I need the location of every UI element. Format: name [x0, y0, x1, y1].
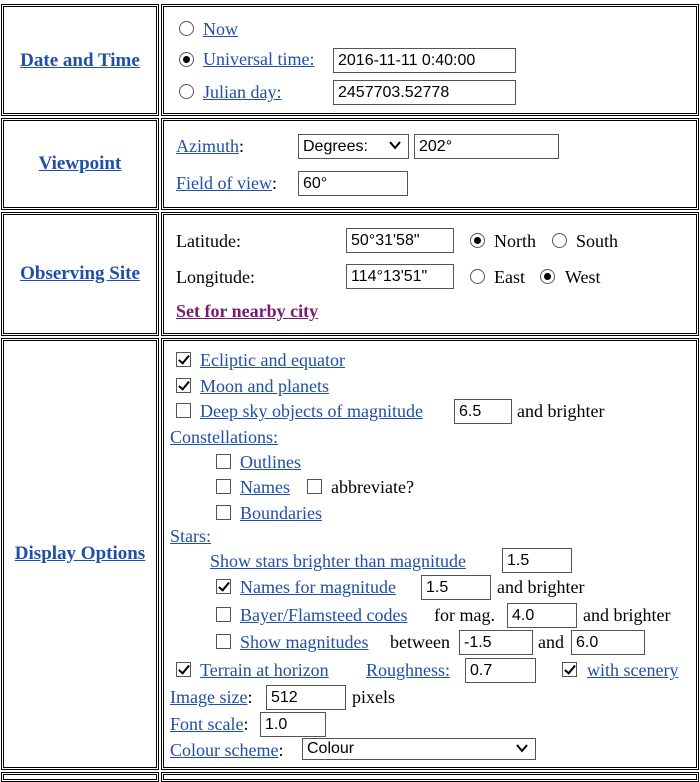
moon-planets-link[interactable]: Moon and planets: [200, 376, 329, 396]
universal-time-input[interactable]: 2016-11-11 0:40:00: [333, 48, 516, 73]
date-time-section-link[interactable]: Date and Time: [20, 50, 140, 71]
east-label: East: [494, 267, 525, 287]
font-scale-label: Font scale:: [170, 714, 249, 734]
magnitude-from-input[interactable]: -1.5: [459, 630, 533, 655]
deep-sky-magnitude-input[interactable]: 6.5: [454, 399, 512, 424]
boundaries-checkbox[interactable]: [216, 505, 231, 520]
azimuth-unit-value: Degrees:: [303, 138, 368, 155]
observing-site-header-cell: [1, 212, 159, 336]
azimuth-label: [176, 136, 244, 157]
and-label: and: [538, 632, 564, 652]
constellations-link[interactable]: Constellations:: [170, 427, 278, 447]
outlines-checkbox[interactable]: [216, 454, 231, 469]
roughness-link[interactable]: Roughness:: [366, 660, 451, 680]
between-label: between: [390, 632, 450, 652]
colour-scheme-label: Colour scheme:: [170, 740, 284, 760]
south-label: South: [576, 231, 619, 251]
bayer-magnitude-input[interactable]: 4.0: [507, 603, 577, 628]
north-label: North: [494, 231, 536, 251]
fov-label: [176, 173, 277, 194]
julian-day-input[interactable]: 2457703.52778: [333, 80, 516, 105]
names-and-brighter-label: and brighter: [497, 577, 585, 597]
azimuth-colon: :: [239, 136, 245, 156]
scenery-link[interactable]: with scenery: [587, 660, 679, 680]
image-size-label: Image size:: [170, 687, 253, 707]
display-options-header-cell: [1, 338, 159, 770]
latitude-label: Latitude:: [176, 231, 241, 251]
date-time-cell: [161, 4, 699, 116]
names-magnitude-input[interactable]: 1.5: [421, 575, 491, 600]
colour-scheme-value: Colour: [307, 740, 355, 757]
next-row-header-cell: [1, 772, 159, 782]
fov-colon: :: [272, 173, 278, 193]
deep-sky-checkbox[interactable]: [176, 403, 191, 418]
names-magnitude-checkbox[interactable]: [216, 579, 231, 594]
abbreviate-label: abbreviate?: [331, 477, 414, 497]
display-options-section-link[interactable]: Display Options: [14, 543, 146, 564]
fov-link[interactable]: Field of view: [176, 173, 272, 193]
now-link[interactable]: Now: [203, 19, 238, 39]
now-radio[interactable]: [179, 21, 194, 36]
deep-sky-link[interactable]: Deep sky objects of magnitude: [200, 401, 423, 421]
stars-link[interactable]: Stars:: [170, 526, 212, 546]
viewpoint-header-cell: [1, 118, 159, 210]
abbreviate-checkbox[interactable]: [307, 479, 322, 494]
universal-time-link[interactable]: Universal time:: [203, 49, 315, 69]
azimuth-unit-select[interactable]: [298, 134, 409, 159]
deep-sky-and-brighter-label: and brighter: [517, 401, 605, 421]
moon-planets-checkbox[interactable]: [176, 378, 191, 393]
names-link[interactable]: Names: [240, 477, 290, 497]
universal-time-radio[interactable]: [179, 52, 194, 67]
azimuth-link[interactable]: Azimuth: [176, 136, 239, 156]
east-radio[interactable]: [470, 269, 485, 284]
image-size-input[interactable]: 512: [266, 685, 346, 710]
longitude-input[interactable]: 114°13'51": [346, 264, 454, 289]
julian-day-link[interactable]: Julian day:: [203, 82, 282, 102]
viewpoint-section-link[interactable]: Viewpoint: [38, 153, 122, 174]
names-checkbox[interactable]: [216, 479, 231, 494]
azimuth-input[interactable]: 202°: [414, 134, 559, 159]
longitude-label: Longitude:: [176, 267, 255, 287]
for-mag-label: for mag.: [434, 605, 495, 625]
west-radio[interactable]: [540, 269, 555, 284]
show-magnitudes-link[interactable]: Show magnitudes: [240, 632, 369, 652]
ecliptic-link[interactable]: Ecliptic and equator: [200, 350, 345, 370]
next-row-cell: [161, 772, 699, 782]
chevron-down-icon: [515, 741, 529, 759]
roughness-input[interactable]: 0.7: [465, 658, 536, 683]
fov-input[interactable]: 60°: [298, 171, 408, 196]
colour-scheme-link[interactable]: Colour scheme: [170, 740, 279, 760]
scenery-checkbox[interactable]: [562, 662, 577, 677]
observing-site-section-link[interactable]: Observing Site: [20, 263, 140, 284]
ecliptic-checkbox[interactable]: [176, 352, 191, 367]
terrain-checkbox[interactable]: [176, 662, 191, 677]
bayer-and-brighter-label: and brighter: [583, 605, 671, 625]
north-radio[interactable]: [470, 233, 485, 248]
latitude-input[interactable]: 50°31'58": [346, 228, 454, 253]
names-magnitude-link[interactable]: Names for magnitude: [240, 577, 396, 597]
chevron-down-icon: [388, 138, 402, 157]
bayer-checkbox[interactable]: [216, 607, 231, 622]
font-scale-link[interactable]: Font scale: [170, 714, 244, 734]
show-stars-link[interactable]: Show stars brighter than magnitude: [210, 551, 466, 571]
viewpoint-cell: [161, 118, 699, 210]
outlines-link[interactable]: Outlines: [240, 452, 301, 472]
julian-day-radio[interactable]: [179, 84, 194, 99]
observing-site-cell: [161, 212, 699, 336]
set-nearby-city-link[interactable]: Set for nearby city: [176, 301, 319, 321]
show-stars-magnitude-input[interactable]: 1.5: [502, 548, 572, 573]
terrain-link[interactable]: Terrain at horizon: [200, 660, 329, 680]
image-size-link[interactable]: Image size: [170, 687, 248, 707]
font-scale-input[interactable]: 1.0: [260, 712, 326, 737]
date-time-header-cell: [1, 4, 159, 116]
magnitude-to-input[interactable]: 6.0: [571, 630, 645, 655]
bayer-link[interactable]: Bayer/Flamsteed codes: [240, 605, 408, 625]
show-magnitudes-checkbox[interactable]: [216, 634, 231, 649]
south-radio[interactable]: [552, 233, 567, 248]
colour-scheme-select[interactable]: [302, 738, 536, 760]
boundaries-link[interactable]: Boundaries: [240, 503, 322, 523]
west-label: West: [565, 267, 601, 287]
display-options-cell: [161, 338, 699, 770]
pixels-label: pixels: [352, 687, 395, 707]
